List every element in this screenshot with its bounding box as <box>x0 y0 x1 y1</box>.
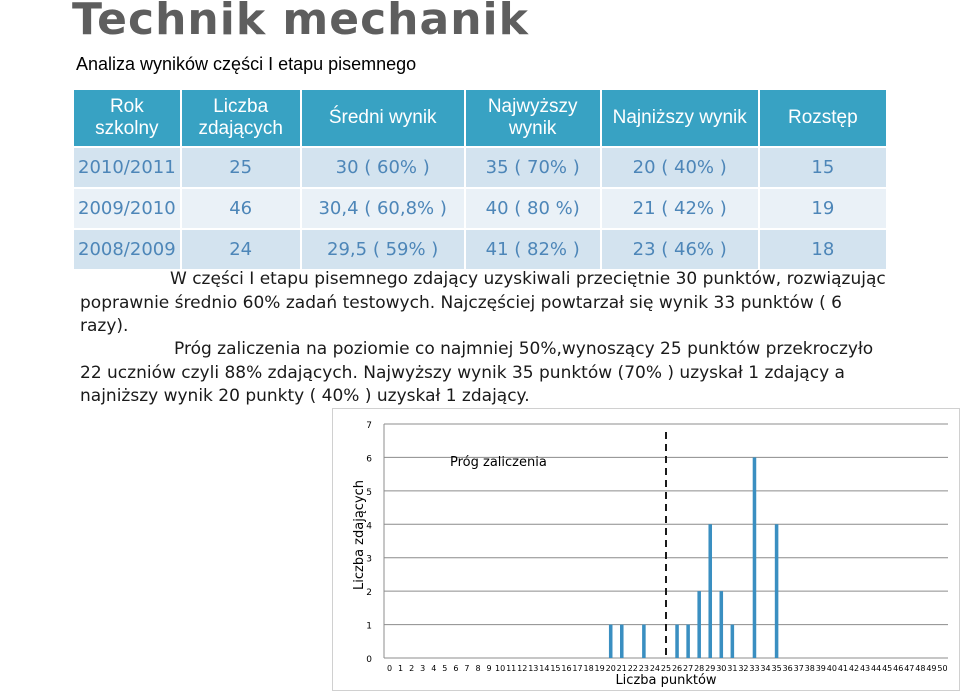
x-tick-label: 14 <box>539 664 550 673</box>
x-tick-label: 2 <box>409 664 415 673</box>
cell-year: 2010/2011 <box>74 148 180 187</box>
section-subtitle: Analiza wyników części I etapu pisemnego <box>76 54 417 74</box>
bar <box>620 625 624 658</box>
x-tick-label: 38 <box>804 664 815 673</box>
header-year: Rok szkolny <box>74 90 180 146</box>
x-tick-label: 15 <box>550 664 561 673</box>
y-tick-label: 3 <box>366 554 372 565</box>
cell-max: 35 ( 70% ) <box>466 148 600 187</box>
cell-min: 20 ( 40% ) <box>602 148 758 187</box>
header-count: Liczba zdających <box>182 90 300 146</box>
header-average: Średni wynik <box>302 90 464 146</box>
summary-paragraph: W części I etapu pisemnego zdający uzyskiwali przeciętnie 30 punktów, rozwiązując poprawnie średnio 60% zadań testowych. Najczęściej powtarzał się wynik 33 punktów ( 6 razy). <box>80 269 886 336</box>
results-table <box>72 88 888 271</box>
y-tick-label: 6 <box>366 454 372 465</box>
x-tick-label: 42 <box>848 664 860 673</box>
x-tick-label: 28 <box>694 664 705 673</box>
x-tick-label: 48 <box>915 664 926 673</box>
header-range: Rozstęp <box>760 90 886 146</box>
cell-min: 23 ( 46% ) <box>602 230 758 269</box>
header-max: Najwyższy wynik <box>466 90 600 146</box>
x-tick-label: 12 <box>517 664 528 673</box>
x-tick-label: 20 <box>605 664 616 673</box>
cell-range: 15 <box>760 148 886 187</box>
cell-range: 19 <box>760 189 886 228</box>
cell-min: 21 ( 42% ) <box>602 189 758 228</box>
x-tick-label: 39 <box>815 664 826 673</box>
cell-average: 30 ( 60% ) <box>302 148 464 187</box>
table-row <box>74 230 886 269</box>
x-tick-label: 4 <box>431 664 437 673</box>
x-tick-label: 23 <box>638 664 649 673</box>
x-tick-label: 22 <box>627 664 638 673</box>
x-tick-label: 25 <box>660 664 672 673</box>
bar <box>775 524 779 658</box>
x-tick-label: 27 <box>683 664 694 673</box>
x-tick-label: 37 <box>793 664 804 673</box>
x-tick-label: 29 <box>705 664 716 673</box>
header-min: Najniższy wynik <box>602 90 758 146</box>
y-axis-label: Liczba zdających <box>352 479 367 590</box>
x-tick-label: 11 <box>506 664 517 673</box>
x-tick-label: 5 <box>442 664 448 673</box>
table-row <box>74 148 886 187</box>
cell-count: 25 <box>182 148 300 187</box>
table-header-row <box>74 90 886 146</box>
x-tick-label: 10 <box>495 664 506 673</box>
x-tick-label: 13 <box>528 664 539 673</box>
x-tick-label: 3 <box>420 664 426 673</box>
cell-year: 2008/2009 <box>74 230 180 269</box>
cell-average: 29,5 ( 59% ) <box>302 230 464 269</box>
x-tick-label: 45 <box>882 664 893 673</box>
bar <box>720 591 724 658</box>
bar <box>642 625 646 658</box>
x-tick-label: 21 <box>616 664 627 673</box>
x-tick-label: 36 <box>782 664 793 673</box>
x-tick-label: 24 <box>649 664 661 673</box>
bar <box>675 625 679 658</box>
y-tick-label: 5 <box>366 487 372 498</box>
histogram-chart <box>332 408 960 691</box>
x-tick-label: 17 <box>572 664 583 673</box>
bar <box>753 457 757 658</box>
x-tick-label: 30 <box>716 664 727 673</box>
x-tick-label: 50 <box>937 664 948 673</box>
bar <box>708 524 712 658</box>
page-title: Technik mechanik <box>72 0 529 45</box>
x-tick-label: 9 <box>486 664 492 673</box>
cell-range: 18 <box>760 230 886 269</box>
x-tick-label: 47 <box>904 664 915 673</box>
cell-year: 2009/2010 <box>74 189 180 228</box>
x-tick-label: 16 <box>561 664 572 673</box>
cell-count: 46 <box>182 189 300 228</box>
x-tick-label: 1 <box>398 664 404 673</box>
x-tick-label: 43 <box>859 664 871 673</box>
threshold-paragraph: Próg zaliczenia na poziomie co najmniej 50%,wynoszący 25 punktów przekroczyło 22 uczniów czyli 88% zdających. Najwyższy wynik 35 punktów (70% ) uzyskał 1 zdający a najniższy wynik 20 punkty ( 40% ) uzyskał 1 zdający. <box>80 339 874 406</box>
x-tick-label: 34 <box>760 664 771 673</box>
bar <box>697 591 701 658</box>
x-tick-label: 46 <box>893 664 904 673</box>
x-tick-label: 18 <box>583 664 594 673</box>
x-tick-label: 26 <box>671 664 683 673</box>
x-tick-label: 19 <box>594 664 605 673</box>
x-tick-label: 41 <box>837 664 849 673</box>
x-tick-label: 8 <box>475 664 481 673</box>
x-tick-label: 40 <box>826 664 837 673</box>
x-tick-label: 49 <box>926 664 937 673</box>
y-tick-label: 7 <box>366 421 372 431</box>
x-tick-label: 35 <box>771 664 782 673</box>
x-tick-label: 44 <box>871 664 882 673</box>
bar <box>731 625 735 658</box>
cell-max: 41 ( 82% ) <box>466 230 600 269</box>
bar <box>609 625 613 658</box>
cell-count: 24 <box>182 230 300 269</box>
table-row <box>74 189 886 228</box>
threshold-label: Próg zaliczenia <box>450 454 547 470</box>
x-tick-label: 7 <box>464 664 470 673</box>
cell-max: 40 ( 80 %) <box>466 189 600 228</box>
x-tick-label: 0 <box>386 664 393 673</box>
x-tick-label: 33 <box>749 664 760 673</box>
cell-average: 30,4 ( 60,8% ) <box>302 189 464 228</box>
bar <box>686 625 690 658</box>
x-axis-label: Liczba punktów <box>615 673 717 688</box>
x-tick-label: 32 <box>738 664 749 673</box>
y-tick-label: 2 <box>366 588 372 599</box>
y-tick-label: 4 <box>366 521 372 532</box>
y-tick-label: 0 <box>366 655 372 665</box>
x-tick-label: 6 <box>453 664 459 673</box>
y-tick-label: 1 <box>366 621 372 632</box>
x-tick-label: 31 <box>727 664 738 673</box>
